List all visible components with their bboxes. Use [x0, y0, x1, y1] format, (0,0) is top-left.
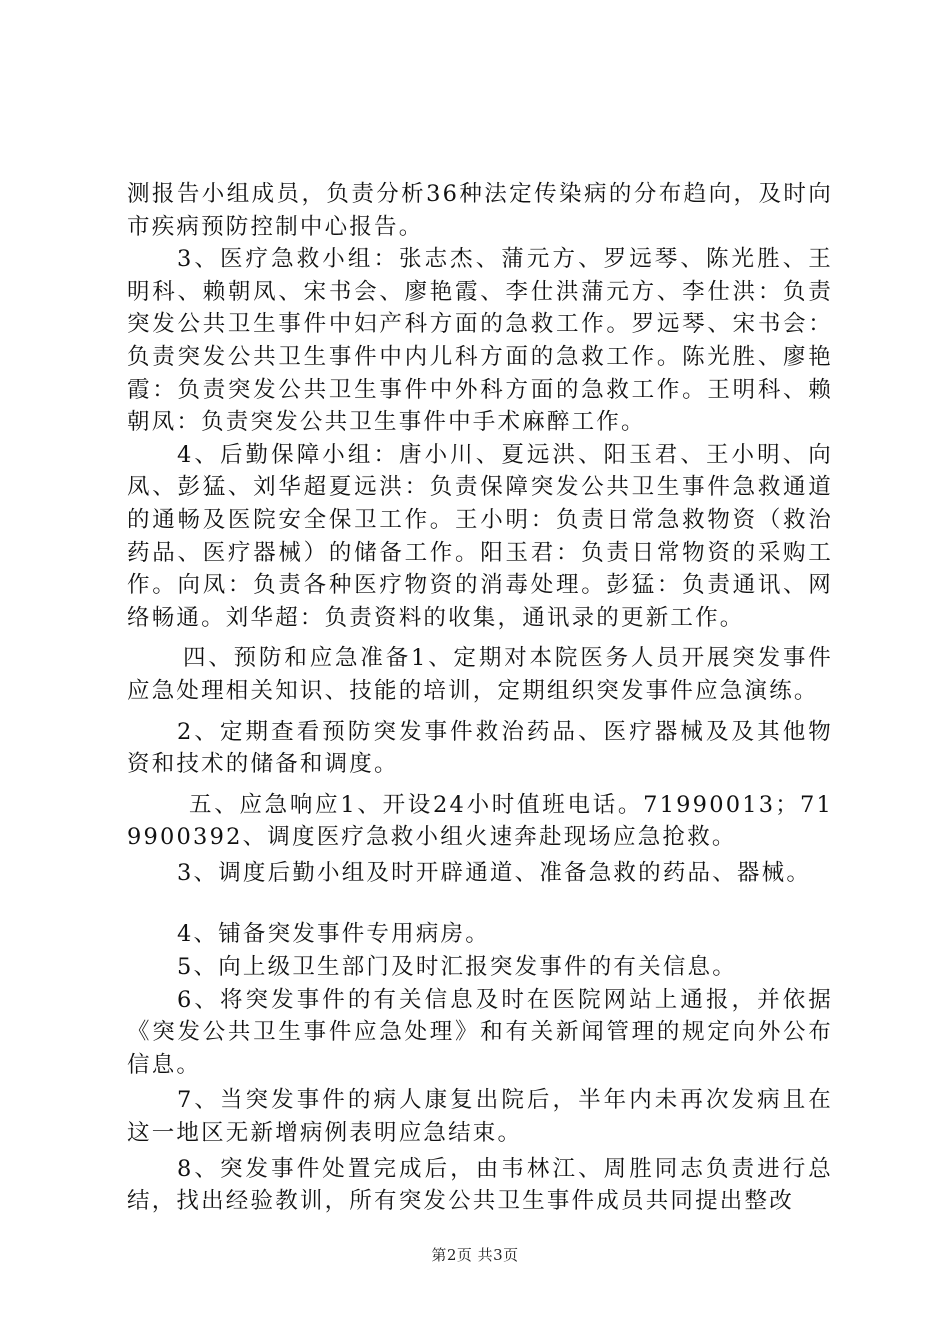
- paragraph-prevention-preparation: 四、预防和应急准备1、定期对本院医务人员开展突发事件应急处理相关知识、技能的培训，定期组织突发事件应急演练。: [127, 645, 833, 704]
- paragraph-check-reserves: 2、定期查看预防突发事件救治药品、医疗器械及及其他物资和技术的储备和调度。: [127, 718, 833, 778]
- paragraph-end-of-emergency: 7、当突发事件的病人康复出院后，半年内未再次发病且在这一地区无新增病例表明应急结束。: [127, 1087, 833, 1147]
- paragraph-dispatch-logistics: 3、调度后勤小组及时开辟通道、准备急救的药品、器械。: [177, 859, 812, 886]
- paragraph-surveillance-continued: 测报告小组成员，负责分析36种法定传染病的分布趋向，及时向市疾病预防控制中心报告。: [127, 181, 833, 240]
- paragraph-report-superiors: 5、向上级卫生部门及时汇报突发事件的有关信息。: [177, 954, 737, 981]
- paragraph-publish-information: 6、将突发事件的有关信息及时在医院网站上通报，并依据《突发公共卫生事件应急处理》和有关新闻管理的规定向外公布信息。: [127, 986, 833, 1078]
- paragraph-logistics-team: 4、后勤保障小组：唐小川、夏远洪、阳玉君、王小明、向凤、彭猛、刘华超夏远洪：负责保障突发公共卫生事件急救通道的通畅及医院安全保卫工作。王小明：负责日常急救物资（救治药品、医疗器械）的储备工作。阳玉君：负责日常物资的采购工作。向凤：负责各种医疗物资的消毒处理。彭猛：负责通讯、网络畅通。刘华超：负责资料的收集，通讯录的更新工作。: [127, 441, 833, 631]
- document-body: [127, 178, 833, 1218]
- paragraph-medical-rescue-team: 3、医疗急救小组：张志杰、蒲元方、罗远琴、陈光胜、王明科、赖朝凤、宋书会、廖艳霞、李仕洪蒲元方、李仕洪：负责突发公共卫生事件中妇产科方面的急救工作。罗远琴、宋书会：负责突发公共卫生事件中内儿科方面的急救工作。陈光胜、廖艳霞：负责突发公共卫生事件中外科方面的急救工作。王明科、赖朝凤：负责突发公共卫生事件中手术麻醉工作。: [127, 246, 833, 436]
- paragraph-emergency-response: 五、应急响应1、开设24小时值班电话。71990013；719900392、调度医疗急救小组火速奔赴现场应急抢救。: [127, 791, 833, 851]
- page-footer: 第2页 共3页: [431, 1246, 519, 1264]
- paragraph-dedicated-ward: 4、铺备突发事件专用病房。: [177, 921, 490, 948]
- paragraph-summary-rectification: 8、突发事件处置完成后，由韦林江、周胜同志负责进行总结，找出经验教训，所有突发公共卫生事件成员共同提出整改: [127, 1155, 833, 1215]
